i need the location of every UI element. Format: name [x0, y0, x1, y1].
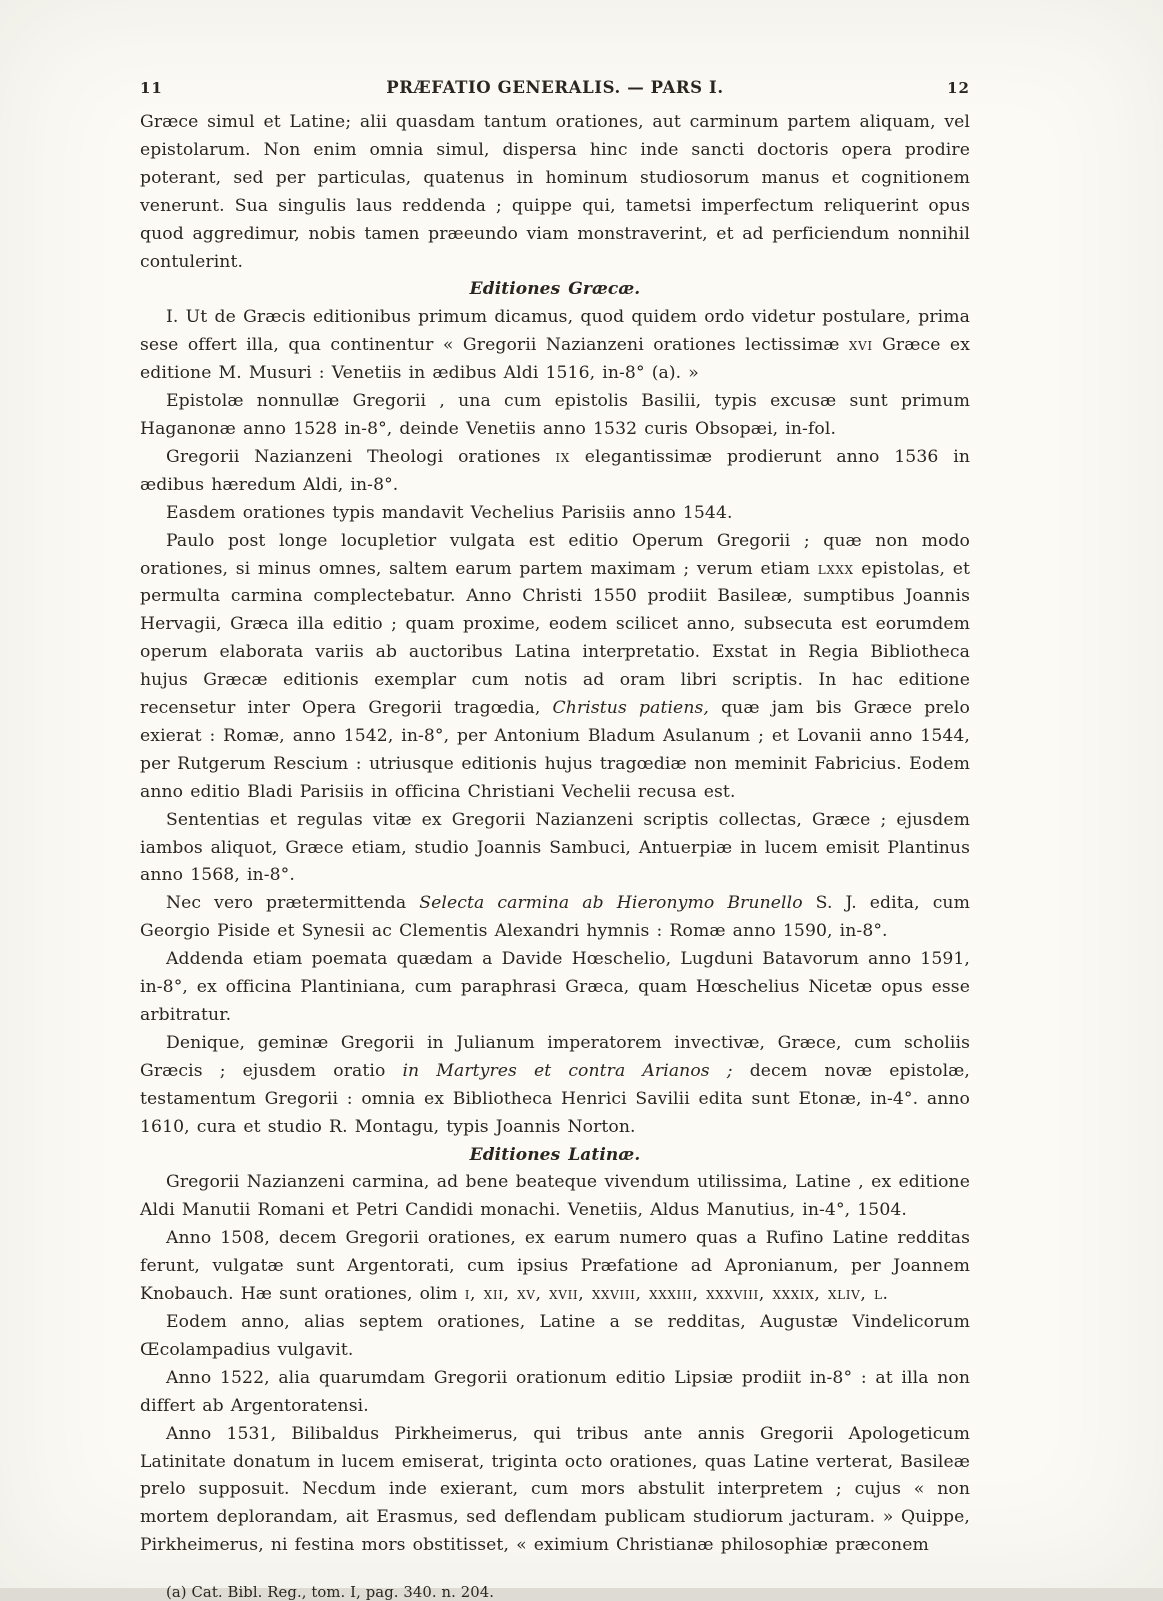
section-heading — [140, 276, 970, 304]
text-segment: Editiones Latinæ. — [469, 1144, 641, 1165]
paragraph — [140, 1365, 970, 1421]
text-sheet — [140, 78, 970, 1601]
paragraph — [140, 304, 970, 388]
paragraph — [140, 1030, 970, 1142]
text-segment: Nec vero prætermittenda — [166, 893, 420, 914]
text-segment: Anno 1508, decem Gregorii orationes, ex earum numero quas a Rufino Latine redditas ferunt, vulgatæ sunt Argentorati, cum ipsius Præfatione ad Apronianum, per Joannem Knobauch. Hæ sunt orationes, olim — [140, 1228, 970, 1305]
paragraph — [140, 500, 970, 528]
text-content — [140, 109, 970, 1560]
text-segment: elegantissimæ prodierunt anno 1536 in ædibus hæredum Aldi, in-8°. — [140, 446, 970, 495]
text-segment: ix — [555, 446, 570, 467]
text-segment: I. Ut de Græcis editionibus primum dicamus, quod quidem ordo videtur postulare, prima sese offert illa, qua continentur « Gregorii Nazianzeni orationes lectissimæ — [140, 307, 970, 356]
text-segment: Easdem orationes typis mandavit Vechelius Parisiis anno 1544. — [166, 502, 733, 523]
text-segment: Sententias et regulas vitæ ex Gregorii Nazianzeni scriptis collectas, Græce ; ejusdem iambos aliquot, Græce etiam, studio Joannis Sambuci, Antuerpiæ in lucem emisit Plantinus anno 1568, in-8°. — [140, 809, 970, 886]
text-segment: Anno 1531, Bilibaldus Pirkheimerus, qui tribus ante annis Gregorii Apologeticum Latinitate donatum in lucem emiserat, triginta octo orationes, quas Latine verterat, Basileæ prelo supposuit. Necdum inde exierant, cum mors abstulit interpretem ; cujus « non mortem deplorandam, ait Erasmus, sed deflendam publicam studiorum jacturam. » Quippe, Pirkheimerus, ni festina mors obstitisset, « eximium Christianæ philosophiæ præconem — [140, 1423, 970, 1556]
paragraph — [140, 946, 970, 1030]
text-segment: Addenda etiam poemata quædam a Davide Hœschelio, Lugduni Batavorum anno 1591, in-8°, ex officina Plantiniana, cum paraphrasi Græca, quam Hœschelius Nicetæ opus esse arbitratur. — [140, 949, 970, 1025]
text-segment: quæ jam bis Græce prelo exierat : Romæ, anno 1542, in-8°, per Antonium Bladum Asulanum ; et Lovanii anno 1544, per Rutgerum Rescium : utriusque editionis hujus tragœdiæ non meminit Fabricius. Eodem anno editio Bladi Parisiis in officina Christiani Vechelii recusa est. — [140, 698, 970, 802]
text-segment: xvi — [848, 335, 873, 356]
paragraph — [140, 1309, 970, 1365]
right-page-number: 12 — [947, 79, 970, 97]
paragraph — [140, 890, 970, 946]
paragraph — [140, 444, 970, 500]
paragraph — [140, 1421, 970, 1561]
text-segment: Selecta carmina ab Hieronymo Brunello — [419, 893, 803, 914]
text-segment: S. J. edita, cum Georgio Piside et Synesii ac Clementis Alexandri hymnis : Romæ anno 1590, in-8°. — [140, 893, 970, 942]
paragraph — [140, 1169, 970, 1225]
running-title: PRÆFATIO GENERALIS. — PARS I. — [386, 78, 724, 97]
paragraph — [140, 807, 970, 891]
text-segment: decem novæ epistolæ, testamentum Gregorii : omnia ex Bibliotheca Henrici Savilii edita sunt Etonæ, in-4°. anno 1610, cura et studio R. Montagu, typis Joannis Norton. — [140, 1060, 970, 1137]
paragraph — [140, 109, 970, 276]
footnote: (a) Cat. Bibl. Reg., tom. I, pag. 340. n. 204. — [166, 1584, 495, 1601]
text-segment: Gregorii Nazianzeni carmina, ad bene beateque vivendum utilissima, Latine , ex editione Aldi Manutii Romani et Petri Candidi monachi. Venetiis, Aldus Manutius, in-4°, 1504. — [140, 1172, 970, 1221]
text-segment: Græce simul et Latine; alii quasdam tantum orationes, aut carminum partem aliquam, vel epistolarum. Non enim omnia simul, dispersa hinc inde sancti doctoris opera prodire poterant, sed per particulas, quatenus in hominum studiosorum manus et cognitionem venerunt. Sua singulis laus reddenda ; quippe qui, tametsi imperfectum reliquerint opus quod aggredimur, nobis tamen præeundo viam monstraverint, et ad perficiendum nonnihil contulerint. — [140, 112, 970, 272]
text-segment: Epistolæ nonnullæ Gregorii , una cum epistolis Basilii, typis excusæ sunt primum Haganonæ anno 1528 in-8°, deinde Venetiis anno 1532 curis Obsopæi, in-fol. — [140, 391, 970, 439]
paragraph — [140, 388, 970, 444]
text-segment: Christus patiens, — [552, 698, 709, 719]
text-segment: lxxx — [817, 558, 854, 579]
page-header — [140, 78, 970, 97]
paragraph — [140, 528, 970, 807]
paragraph — [140, 1225, 970, 1309]
text-segment: Græce ex editione M. Musuri : Venetiis in ædibus Aldi 1516, in-8° (a). » — [140, 335, 970, 384]
text-segment: i, xii, xv, xvii, xxviii, xxxiii, xxxviii, xxxix, xliv, l. — [464, 1284, 889, 1305]
section-heading — [140, 1142, 970, 1170]
text-segment: Paulo post longe locupletior vulgata est editio Operum Gregorii ; quæ non modo orationes, si minus omnes, saltem earum partem maximam ; verum etiam — [140, 530, 970, 579]
text-segment: in Martyres et contra Arianos ; — [402, 1060, 733, 1081]
text-segment: Gregorii Nazianzeni Theologi orationes — [166, 446, 556, 467]
text-segment: epistolas, et permulta carmina complectebatur. Anno Christi 1550 prodiit Basileæ, sumptibus Joannis Hervagii, Græca illa editio ; quam proxime, eodem scilicet anno, subsecuta est eorumdem operum elaborata variis ab auctoribus Latina interpretatio. Exstat in Regia Bibliotheca hujus Græcæ editionis exemplar cum notis ad oram libri scriptis. In hac editione recensetur inter Opera Gregorii tragœdia, — [140, 558, 970, 719]
text-segment: Eodem anno, alias septem orationes, Latine a se redditas, Augustæ Vindelicorum Œcolampadius vulgavit. — [140, 1311, 970, 1360]
left-page-number: 11 — [140, 79, 163, 97]
text-segment: Anno 1522, alia quarumdam Gregorii orationum editio Lipsiæ prodiit in-8° : at illa non differt ab Argentoratensi. — [140, 1367, 970, 1416]
text-segment: Denique, geminæ Gregorii in Julianum imperatorem invectivæ, Græce, cum scholiis Græcis ; ejusdem oratio — [140, 1032, 970, 1081]
text-segment: Editiones Græcæ. — [469, 279, 641, 300]
